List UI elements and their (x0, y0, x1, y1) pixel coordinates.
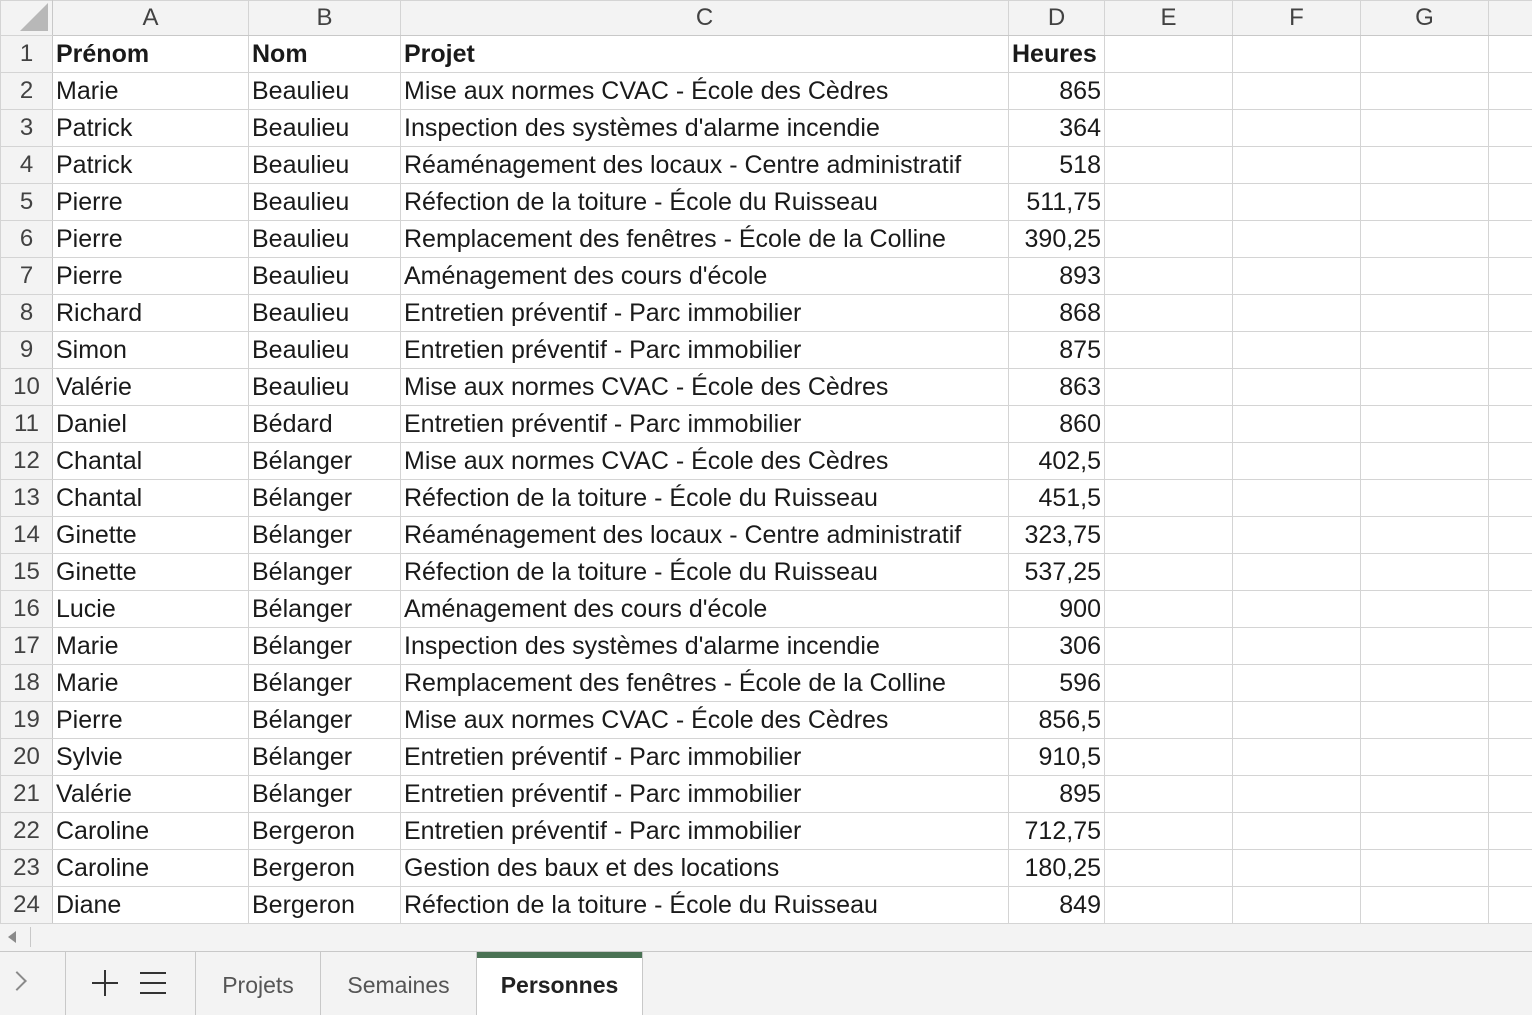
cell-g[interactable] (1361, 591, 1489, 628)
cell-b[interactable]: Bélanger (249, 554, 401, 591)
cell-d[interactable]: 390,25 (1009, 221, 1105, 258)
cell-f[interactable] (1233, 184, 1361, 221)
cell-d[interactable]: 180,25 (1009, 850, 1105, 887)
cell-f[interactable] (1233, 591, 1361, 628)
cell-e[interactable] (1105, 554, 1233, 591)
cell-a[interactable]: Caroline (53, 813, 249, 850)
cell-c[interactable]: Entretien préventif - Parc immobilier (401, 813, 1009, 850)
cell-a[interactable]: Daniel (53, 406, 249, 443)
cell-c[interactable]: Réfection de la toiture - École du Ruisseau (401, 480, 1009, 517)
cell-a[interactable]: Caroline (53, 850, 249, 887)
cell-b[interactable]: Bédard (249, 406, 401, 443)
cell-d[interactable]: 537,25 (1009, 554, 1105, 591)
cell-f[interactable] (1233, 776, 1361, 813)
table-row (1, 665, 1532, 702)
cell-f[interactable] (1233, 887, 1361, 924)
cell-b[interactable]: Bélanger (249, 702, 401, 739)
row-header[interactable]: 15 (1, 554, 53, 591)
cell-e[interactable] (1105, 850, 1233, 887)
table-row (1, 184, 1532, 221)
cell-g[interactable] (1361, 480, 1489, 517)
cell-h[interactable] (1489, 443, 1532, 480)
cell-g[interactable] (1361, 776, 1489, 813)
cell-f[interactable] (1233, 739, 1361, 776)
cell-c[interactable]: Réaménagement des locaux - Centre administratif (401, 517, 1009, 554)
cell-g[interactable] (1361, 184, 1489, 221)
cell-b[interactable]: Beaulieu (249, 73, 401, 110)
cell-h[interactable] (1489, 591, 1532, 628)
column-header-g[interactable]: G (1361, 1, 1489, 36)
tab-nav-button[interactable] (0, 952, 66, 1015)
row-header[interactable]: 18 (1, 665, 53, 702)
cell-b[interactable]: Bélanger (249, 591, 401, 628)
cell-c[interactable]: Réfection de la toiture - École du Ruisseau (401, 554, 1009, 591)
cell-e[interactable] (1105, 221, 1233, 258)
cell-h[interactable] (1489, 887, 1532, 924)
cell-e[interactable] (1105, 517, 1233, 554)
cell-b[interactable]: Bélanger (249, 628, 401, 665)
cell-d[interactable]: 518 (1009, 147, 1105, 184)
cell-d[interactable]: 323,75 (1009, 517, 1105, 554)
cell-d[interactable]: 893 (1009, 258, 1105, 295)
cell-f[interactable] (1233, 554, 1361, 591)
cell-b[interactable]: Nom (249, 36, 401, 73)
cell-h[interactable] (1489, 702, 1532, 739)
table-row (1, 554, 1532, 591)
table-row (1, 517, 1532, 554)
cell-e[interactable] (1105, 702, 1233, 739)
table-row (1, 147, 1532, 184)
column-header-h[interactable] (1489, 1, 1532, 36)
active-tab-indicator (477, 952, 642, 958)
cell-e[interactable] (1105, 776, 1233, 813)
cell-c[interactable]: Mise aux normes CVAC - École des Cèdres (401, 702, 1009, 739)
cell-e[interactable] (1105, 739, 1233, 776)
cell-b[interactable]: Bélanger (249, 776, 401, 813)
row-header[interactable]: 19 (1, 702, 53, 739)
table-row (1, 73, 1532, 110)
cell-d[interactable]: Heures (1009, 36, 1105, 73)
cell-d[interactable]: 910,5 (1009, 739, 1105, 776)
cell-f[interactable] (1233, 517, 1361, 554)
cell-f[interactable] (1233, 221, 1361, 258)
cell-d[interactable]: 712,75 (1009, 813, 1105, 850)
cell-f[interactable] (1233, 110, 1361, 147)
cell-b[interactable]: Bélanger (249, 665, 401, 702)
cell-c[interactable]: Aménagement des cours d'école (401, 258, 1009, 295)
table-row (1, 36, 1532, 73)
cell-c[interactable]: Réaménagement des locaux - Centre administratif (401, 147, 1009, 184)
cell-c[interactable]: Inspection des systèmes d'alarme incendie (401, 110, 1009, 147)
cell-g[interactable] (1361, 332, 1489, 369)
table-row (1, 480, 1532, 517)
cell-e[interactable] (1105, 406, 1233, 443)
table-row (1, 591, 1532, 628)
row-header[interactable]: 14 (1, 517, 53, 554)
row-header[interactable]: 24 (1, 887, 53, 924)
select-all-corner-icon[interactable] (1, 1, 53, 36)
horizontal-scrollbar[interactable] (0, 923, 1532, 951)
row-header[interactable]: 7 (1, 258, 53, 295)
table-row (1, 739, 1532, 776)
column-header-f[interactable]: F (1233, 1, 1361, 36)
row-header[interactable]: 8 (1, 295, 53, 332)
cell-e[interactable] (1105, 184, 1233, 221)
cell-g[interactable] (1361, 554, 1489, 591)
cell-g[interactable] (1361, 406, 1489, 443)
row-header[interactable]: 1 (1, 36, 53, 73)
cell-d[interactable]: 306 (1009, 628, 1105, 665)
cell-b[interactable]: Beaulieu (249, 369, 401, 406)
cell-a[interactable]: Marie (53, 628, 249, 665)
cell-c[interactable]: Mise aux normes CVAC - École des Cèdres (401, 369, 1009, 406)
table-row (1, 628, 1532, 665)
column-header-row (1, 1, 1532, 36)
cell-a[interactable]: Prénom (53, 36, 249, 73)
cell-d[interactable]: 402,5 (1009, 443, 1105, 480)
cell-f[interactable] (1233, 332, 1361, 369)
cell-b[interactable]: Bélanger (249, 517, 401, 554)
cell-a[interactable]: Pierre (53, 221, 249, 258)
cell-a[interactable]: Valérie (53, 369, 249, 406)
cell-e[interactable] (1105, 591, 1233, 628)
cell-e[interactable] (1105, 665, 1233, 702)
cell-f[interactable] (1233, 702, 1361, 739)
cell-b[interactable]: Beaulieu (249, 184, 401, 221)
cell-d[interactable]: 875 (1009, 332, 1105, 369)
cell-a[interactable]: Sylvie (53, 739, 249, 776)
cell-d[interactable]: 511,75 (1009, 184, 1105, 221)
cell-a[interactable]: Patrick (53, 110, 249, 147)
table-row (1, 887, 1532, 924)
cell-a[interactable]: Valérie (53, 776, 249, 813)
cell-e[interactable] (1105, 258, 1233, 295)
cell-f[interactable] (1233, 295, 1361, 332)
cell-g[interactable] (1361, 258, 1489, 295)
cell-a[interactable]: Marie (53, 73, 249, 110)
cell-c[interactable]: Mise aux normes CVAC - École des Cèdres (401, 443, 1009, 480)
table-row (1, 110, 1532, 147)
cell-b[interactable]: Bélanger (249, 443, 401, 480)
chevron-right-icon (7, 971, 27, 991)
cell-g[interactable] (1361, 628, 1489, 665)
row-header[interactable]: 10 (1, 369, 53, 406)
row-header[interactable]: 9 (1, 332, 53, 369)
cell-c[interactable]: Gestion des baux et des locations (401, 850, 1009, 887)
plus-icon[interactable] (90, 968, 120, 998)
tab-label: Personnes (500, 972, 619, 998)
tab-personnes[interactable] (477, 952, 643, 1015)
scroll-left-arrow-icon[interactable] (8, 931, 16, 943)
table-row (1, 258, 1532, 295)
cell-c[interactable]: Aménagement des cours d'école (401, 591, 1009, 628)
cell-e[interactable] (1105, 295, 1233, 332)
cell-e[interactable] (1105, 369, 1233, 406)
cell-h[interactable] (1489, 73, 1532, 110)
tab-label: Semaines (347, 972, 450, 998)
row-header[interactable]: 13 (1, 480, 53, 517)
cell-f[interactable] (1233, 147, 1361, 184)
table-row (1, 406, 1532, 443)
table-row (1, 332, 1532, 369)
table-row (1, 813, 1532, 850)
cell-b[interactable]: Beaulieu (249, 295, 401, 332)
cell-h[interactable] (1489, 36, 1532, 73)
cell-h[interactable] (1489, 369, 1532, 406)
cell-h[interactable] (1489, 850, 1532, 887)
cell-a[interactable]: Pierre (53, 258, 249, 295)
cell-f[interactable] (1233, 36, 1361, 73)
sheet-tab-bar (0, 951, 1532, 1015)
cell-h[interactable] (1489, 221, 1532, 258)
column-header-c[interactable]: C (401, 1, 1009, 36)
cell-h[interactable] (1489, 813, 1532, 850)
cell-d[interactable]: 868 (1009, 295, 1105, 332)
sheet-tools (66, 952, 196, 1015)
cell-a[interactable]: Marie (53, 665, 249, 702)
row-header[interactable]: 16 (1, 591, 53, 628)
cell-b[interactable]: Bergeron (249, 887, 401, 924)
cell-d[interactable]: 856,5 (1009, 702, 1105, 739)
scrollbar-thumb[interactable] (34, 929, 1524, 945)
cell-h[interactable] (1489, 480, 1532, 517)
cell-e[interactable] (1105, 36, 1233, 73)
cell-c[interactable]: Remplacement des fenêtres - École de la Colline (401, 665, 1009, 702)
cell-h[interactable] (1489, 665, 1532, 702)
cell-h[interactable] (1489, 332, 1532, 369)
cell-e[interactable] (1105, 480, 1233, 517)
cell-b[interactable]: Beaulieu (249, 332, 401, 369)
row-header[interactable]: 22 (1, 813, 53, 850)
cell-e[interactable] (1105, 887, 1233, 924)
cell-c[interactable]: Entretien préventif - Parc immobilier (401, 295, 1009, 332)
cell-c[interactable]: Entretien préventif - Parc immobilier (401, 739, 1009, 776)
cell-g[interactable] (1361, 665, 1489, 702)
cell-a[interactable]: Ginette (53, 517, 249, 554)
cell-c[interactable]: Entretien préventif - Parc immobilier (401, 332, 1009, 369)
table-row (1, 369, 1532, 406)
cell-f[interactable] (1233, 480, 1361, 517)
cell-g[interactable] (1361, 73, 1489, 110)
tab-label: Projets (222, 972, 294, 998)
cell-b[interactable]: Beaulieu (249, 147, 401, 184)
cell-e[interactable] (1105, 147, 1233, 184)
table-row (1, 850, 1532, 887)
table-row (1, 295, 1532, 332)
cell-a[interactable]: Diane (53, 887, 249, 924)
cell-h[interactable] (1489, 554, 1532, 591)
cell-d[interactable]: 865 (1009, 73, 1105, 110)
cell-f[interactable] (1233, 73, 1361, 110)
cell-h[interactable] (1489, 110, 1532, 147)
cell-c[interactable]: Projet (401, 36, 1009, 73)
tab-projets[interactable] (196, 952, 321, 1015)
row-header[interactable]: 6 (1, 221, 53, 258)
cell-f[interactable] (1233, 258, 1361, 295)
cell-g[interactable] (1361, 221, 1489, 258)
row-header[interactable]: 17 (1, 628, 53, 665)
cell-a[interactable]: Chantal (53, 480, 249, 517)
cell-c[interactable]: Réfection de la toiture - École du Ruisseau (401, 887, 1009, 924)
cell-e[interactable] (1105, 813, 1233, 850)
cell-h[interactable] (1489, 406, 1532, 443)
cell-f[interactable] (1233, 665, 1361, 702)
row-header[interactable]: 20 (1, 739, 53, 776)
column-header-d[interactable]: D (1009, 1, 1105, 36)
column-header-e[interactable]: E (1105, 1, 1233, 36)
cell-c[interactable]: Entretien préventif - Parc immobilier (401, 406, 1009, 443)
column-header-b[interactable]: B (249, 1, 401, 36)
cell-h[interactable] (1489, 517, 1532, 554)
cell-g[interactable] (1361, 702, 1489, 739)
scrollbar-divider (30, 927, 31, 947)
cell-d[interactable]: 895 (1009, 776, 1105, 813)
cell-g[interactable] (1361, 147, 1489, 184)
cell-c[interactable]: Inspection des systèmes d'alarme incendie (401, 628, 1009, 665)
row-header[interactable]: 11 (1, 406, 53, 443)
row-header[interactable]: 4 (1, 147, 53, 184)
cell-b[interactable]: Beaulieu (249, 110, 401, 147)
cell-g[interactable] (1361, 443, 1489, 480)
table-row (1, 702, 1532, 739)
cell-b[interactable]: Bélanger (249, 480, 401, 517)
cell-e[interactable] (1105, 443, 1233, 480)
cell-h[interactable] (1489, 258, 1532, 295)
cell-h[interactable] (1489, 184, 1532, 221)
cell-g[interactable] (1361, 813, 1489, 850)
cell-d[interactable]: 451,5 (1009, 480, 1105, 517)
cell-d[interactable]: 863 (1009, 369, 1105, 406)
cell-c[interactable]: Entretien préventif - Parc immobilier (401, 776, 1009, 813)
cell-h[interactable] (1489, 776, 1532, 813)
cell-d[interactable]: 860 (1009, 406, 1105, 443)
cell-d[interactable]: 900 (1009, 591, 1105, 628)
cell-d[interactable]: 596 (1009, 665, 1105, 702)
cell-b[interactable]: Bélanger (249, 739, 401, 776)
table-row (1, 776, 1532, 813)
cell-e[interactable] (1105, 73, 1233, 110)
cell-h[interactable] (1489, 628, 1532, 665)
cell-g[interactable] (1361, 110, 1489, 147)
row-header[interactable]: 23 (1, 850, 53, 887)
tab-semaines[interactable] (321, 952, 477, 1015)
cell-f[interactable] (1233, 443, 1361, 480)
cell-g[interactable] (1361, 517, 1489, 554)
cell-a[interactable]: Richard (53, 295, 249, 332)
cell-g[interactable] (1361, 887, 1489, 924)
cell-a[interactable]: Lucie (53, 591, 249, 628)
cell-d[interactable]: 849 (1009, 887, 1105, 924)
cell-a[interactable]: Pierre (53, 702, 249, 739)
cell-b[interactable]: Beaulieu (249, 258, 401, 295)
cell-e[interactable] (1105, 628, 1233, 665)
row-header[interactable]: 21 (1, 776, 53, 813)
cell-a[interactable]: Chantal (53, 443, 249, 480)
menu-icon[interactable] (138, 970, 168, 998)
cell-e[interactable] (1105, 332, 1233, 369)
table-row (1, 443, 1532, 480)
cell-g[interactable] (1361, 295, 1489, 332)
cell-f[interactable] (1233, 628, 1361, 665)
row-header[interactable]: 3 (1, 110, 53, 147)
cell-g[interactable] (1361, 369, 1489, 406)
cell-a[interactable]: Ginette (53, 554, 249, 591)
cell-c[interactable]: Réfection de la toiture - École du Ruisseau (401, 184, 1009, 221)
cell-b[interactable]: Bergeron (249, 813, 401, 850)
cell-b[interactable]: Bergeron (249, 850, 401, 887)
cell-f[interactable] (1233, 850, 1361, 887)
cell-e[interactable] (1105, 110, 1233, 147)
row-header[interactable]: 2 (1, 73, 53, 110)
cell-g[interactable] (1361, 36, 1489, 73)
cell-c[interactable]: Mise aux normes CVAC - École des Cèdres (401, 73, 1009, 110)
cell-h[interactable] (1489, 739, 1532, 776)
cell-g[interactable] (1361, 739, 1489, 776)
cell-a[interactable]: Simon (53, 332, 249, 369)
cell-g[interactable] (1361, 850, 1489, 887)
cell-f[interactable] (1233, 813, 1361, 850)
cell-d[interactable]: 364 (1009, 110, 1105, 147)
cell-h[interactable] (1489, 147, 1532, 184)
cell-f[interactable] (1233, 406, 1361, 443)
table-row (1, 221, 1532, 258)
cell-c[interactable]: Remplacement des fenêtres - École de la Colline (401, 221, 1009, 258)
cell-b[interactable]: Beaulieu (249, 221, 401, 258)
row-header[interactable]: 5 (1, 184, 53, 221)
cell-a[interactable]: Pierre (53, 184, 249, 221)
row-header[interactable]: 12 (1, 443, 53, 480)
cell-a[interactable]: Patrick (53, 147, 249, 184)
cell-f[interactable] (1233, 369, 1361, 406)
column-header-a[interactable]: A (53, 1, 249, 36)
cell-h[interactable] (1489, 295, 1532, 332)
